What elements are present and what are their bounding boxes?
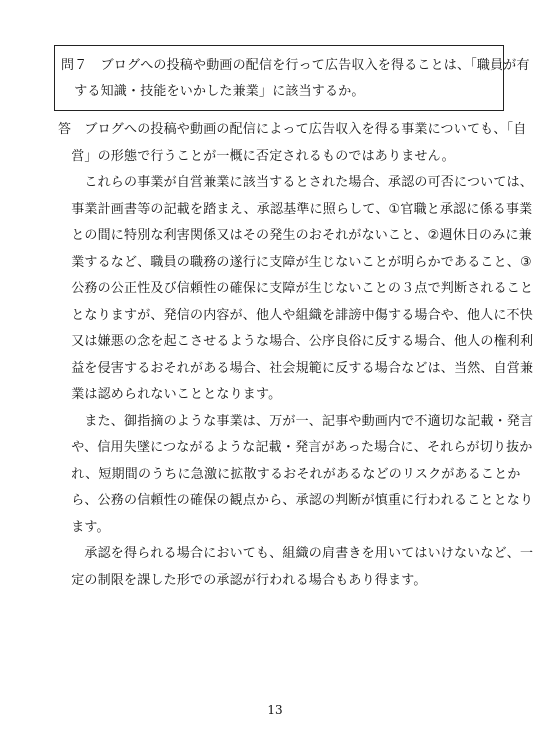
answer-line: 益を侵害するおそれがある場合、社会規範に反する場合などは、当然、自営兼 [58, 360, 534, 376]
question-box [54, 45, 530, 111]
answer-line: 業は認められないこととなります。 [58, 387, 282, 402]
answer-line: ら、公務の信頼性の確保の観点から、承認の判断が慎重に行われることとなり [58, 493, 534, 508]
answer-line: との間に特別な利害関係又はその発生のおそれがないこと、②週休日のみに兼 [58, 228, 532, 243]
answer-line: ます。 [58, 519, 110, 535]
answer-line: 公務の公正性及び信頼性の確保に支障が生じないことの３点で判断されること [58, 281, 534, 296]
answer-line: 承認を得られる場合においても、組織の肩書きを用いてはいけないなど、一 [58, 546, 534, 561]
answer-line: 営」の形態で行うことが一概に否定されるものではありません。 [58, 148, 455, 164]
answer-line: これらの事業が自営兼業に該当するとされた場合、承認の可否については、 [58, 175, 533, 190]
answer-line: となりますが、発信の内容が、他人や組織を誹謗中傷する場合や、他人に不快 [58, 307, 533, 323]
question-line: 問７ ブログへの投稿や動画の配信を行って広告収入を得ることは、「職員が有 [61, 58, 530, 73]
answer-line: 定の制限を課した形での承認が行われる場合もあり得ます。 [58, 572, 427, 588]
answer-line: れ、短期間のうちに急激に拡散するおそれがあるなどのリスクがあることか [58, 466, 521, 482]
page-number: 13 [267, 703, 283, 717]
answer-line: 答 ブログへの投稿や動画の配信によって広告収入を得る事業についても、「自 [58, 122, 527, 137]
answer-line: また、御指摘のような事業は、万が一、記事や動画内で不適切な記載・発言 [58, 413, 534, 429]
answer-line: 事業計画書等の記載を踏まえ、承認基準に照らして、①官職と承認に係る事業 [58, 201, 533, 217]
question-line: する知識・技能をいかした兼業」に該当するか。 [61, 84, 365, 99]
answer-body [58, 117, 534, 594]
answer-line: や、信用失墜につながるような記載・発言があった場合に、それらが切り抜か [58, 440, 533, 455]
answer-line: 又は嫌悪の念を起こさせるような場合、公序良俗に反する場合、他人の権利利 [58, 334, 534, 349]
answer-line: 業するなど、職員の職務の遂行に支障が生じないことが明らかであること、③ [58, 254, 532, 270]
